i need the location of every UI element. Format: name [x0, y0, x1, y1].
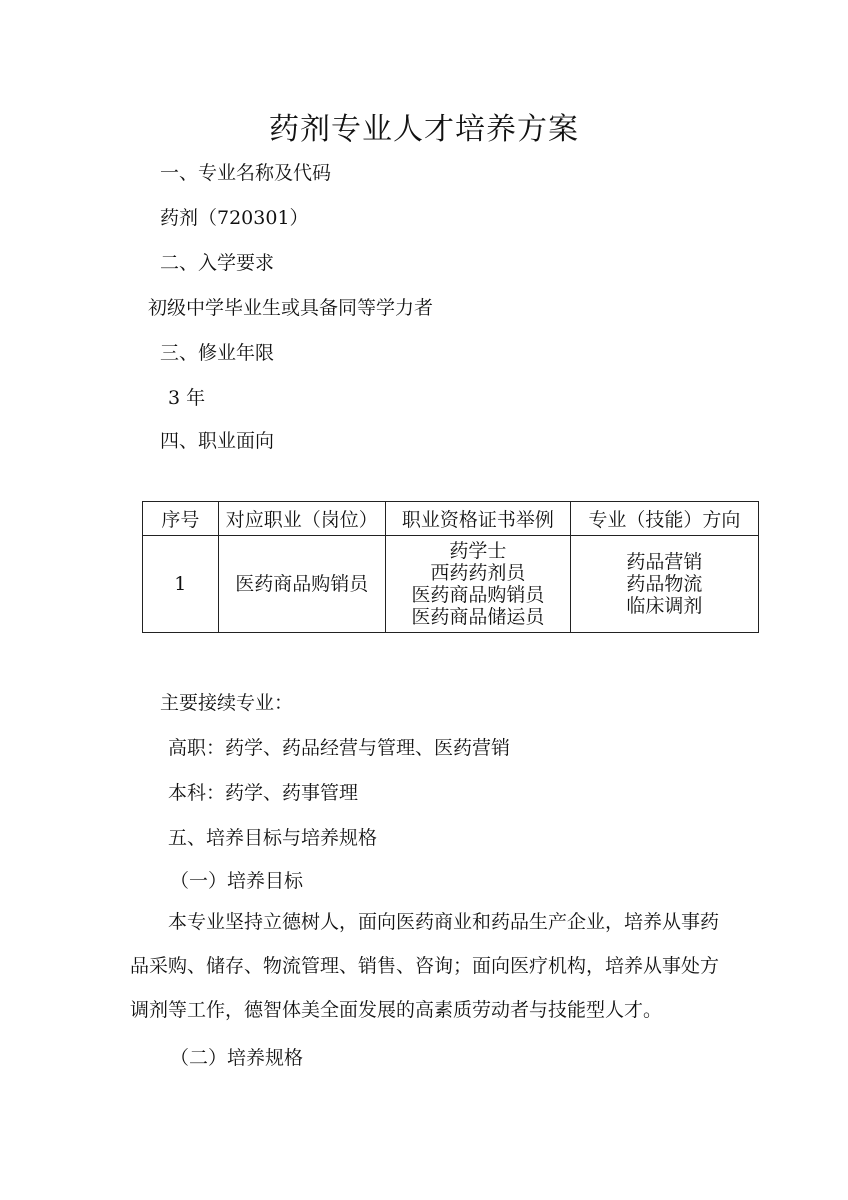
header-no: 序号 [143, 502, 219, 536]
page-title: 药剂专业人才培养方案 [269, 112, 579, 147]
subsection-spec-heading: （二）培养规格 [170, 1047, 304, 1069]
major-code: 药剂（720301） [160, 207, 309, 229]
continuation-heading: 主要接续专业： [160, 692, 294, 714]
cert-item: 西药药剂员 [430, 562, 526, 584]
cell-directions [570, 536, 758, 633]
cell-certs [385, 536, 570, 633]
continuation-gaozhi: 高职：药学、药品经营与管理、医药营销 [168, 737, 511, 759]
goal-paragraph: 本专业坚持立德树人，面向医药商业和药品生产企业，培养从事药品采购、储存、物流管理、销售、咨询；面向医疗机构，培养从事处方调剂等工作，德智体美全面发展的高素质劳动者与技能型人才。 [130, 911, 720, 1021]
cell-no: 1 [143, 536, 219, 633]
admission-requirement: 初级中学毕业生或具备同等学力者 [148, 297, 434, 319]
table-row [143, 536, 759, 633]
header-certs: 职业资格证书举例 [385, 502, 570, 536]
direction-item: 临床调剂 [626, 595, 703, 617]
direction-item: 药品物流 [626, 573, 703, 595]
header-job: 对应职业（岗位） [218, 502, 385, 536]
cert-item: 医药商品购销员 [411, 584, 545, 606]
study-duration: 3 年 [168, 387, 206, 409]
cert-item: 医药商品储运员 [411, 606, 545, 628]
career-table [142, 501, 759, 633]
table-header-row [143, 502, 759, 536]
direction-item: 药品营销 [626, 551, 703, 573]
cell-job: 医药商品购销员 [218, 536, 385, 633]
cert-item: 药学士 [449, 540, 507, 562]
section-5-heading: 五、培养目标与培养规格 [168, 827, 378, 849]
subsection-goal-heading: （一）培养目标 [170, 870, 304, 892]
section-1-heading: 一、专业名称及代码 [160, 162, 332, 184]
section-4-heading: 四、职业面向 [160, 430, 275, 452]
section-3-heading: 三、修业年限 [160, 342, 275, 364]
header-direction: 专业（技能）方向 [570, 502, 758, 536]
section-2-heading: 二、入学要求 [160, 252, 275, 274]
continuation-benke: 本科：药学、药事管理 [168, 782, 359, 804]
